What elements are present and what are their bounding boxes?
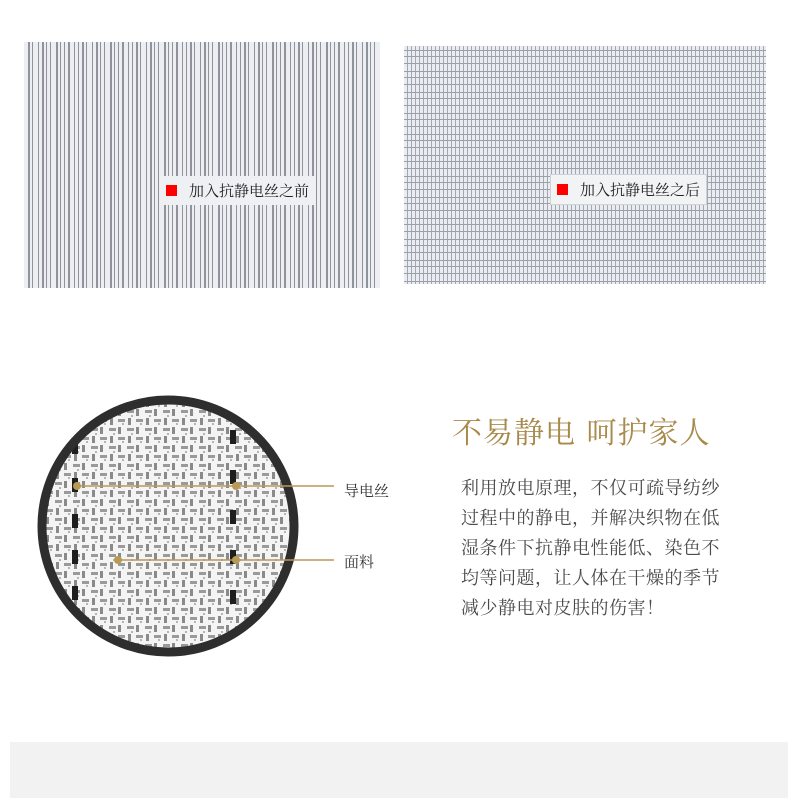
headline: 不易静电 呵护家人 — [452, 416, 711, 451]
fabric-label: 面料 — [344, 553, 375, 571]
conductive-wire-label: 导电丝 — [344, 482, 390, 500]
wire-dot — [73, 482, 81, 490]
fabric-dot — [114, 556, 122, 564]
wire-dot — [232, 482, 240, 490]
before-label-text: 加入抗静电丝之前 — [189, 182, 310, 200]
after-label-text: 加入抗静电丝之后 — [580, 181, 701, 199]
footer-strip — [10, 742, 788, 798]
fabric-dot — [232, 556, 240, 564]
description-text: 利用放电原理，不仅可疏导纺纱过程中的静电，并解决织物在低湿条件下抗静电性能低、染色不均等问题，让人体在干燥的季节减少静电对皮肤的伤害！ — [461, 478, 720, 619]
